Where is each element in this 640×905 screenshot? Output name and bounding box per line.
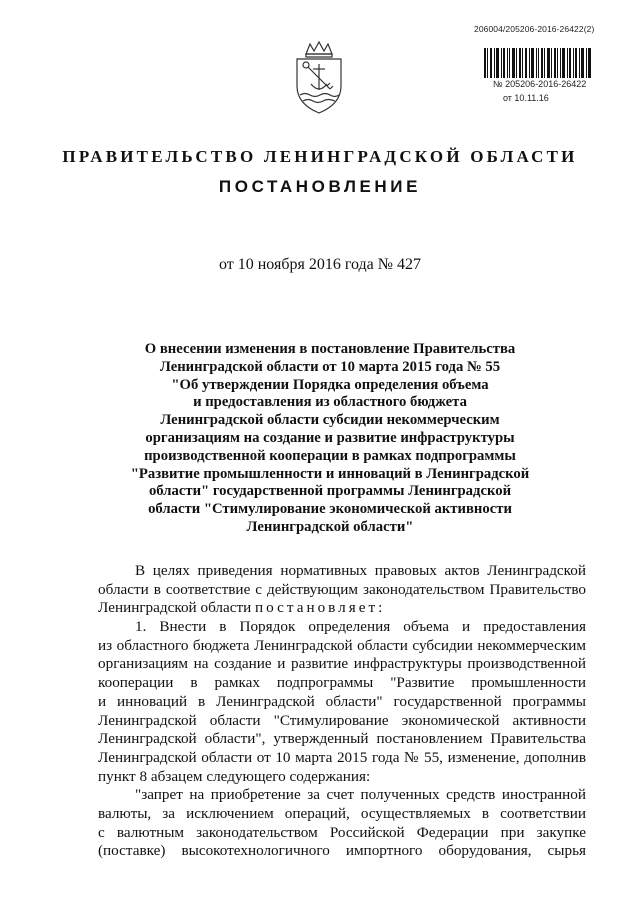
subject-line: О внесении изменения в постановление Правительства	[144, 341, 516, 357]
body-line: В целях приведения нормативных правовых актов Ленинградской	[135, 562, 586, 579]
body-line: с валютным законодательством Российской Федерации при закупке	[98, 823, 586, 841]
subject-line: "Развитие промышленности и инноваций в Ленинградской	[130, 465, 530, 482]
body-line: области в соответствие с действующим законодательством Правительство	[98, 580, 586, 598]
body-line: пункт 8 абзацем следующего содержания:	[98, 767, 371, 785]
document-date-number: от 10 ноября 2016 года № 427	[218, 256, 422, 273]
subject-line: "Об утверждении Порядка определения объема	[171, 376, 489, 393]
body-line: Ленинградской области "Стимулирование экономической активности	[98, 711, 586, 729]
resolution-body	[98, 562, 586, 861]
document-type: ПОСТАНОВЛЕНИЕ	[218, 177, 422, 196]
body-line: (поставке) высокотехнологичного импортного оборудования, сырья	[98, 842, 586, 860]
subject-line: Ленинградской области субсидии некоммерческим	[160, 412, 500, 429]
body-line: и инноваций в Ленинградской области" государственной программы	[98, 692, 586, 710]
registration-number: № 205206-2016-26422	[493, 79, 587, 89]
body-line	[98, 599, 586, 618]
coat-of-arms-icon	[289, 40, 349, 116]
body-line: 1. Внести в Порядок определения объема и предоставления	[135, 618, 586, 636]
document-id: 206004/205206-2016-26422(2)	[474, 24, 595, 34]
body-line: Ленинградской области", утвержденный постановлением Правительства	[98, 730, 586, 748]
body-line: организациям на создание и развитие инфраструктуры производственной	[98, 655, 586, 673]
subject-line: организациям на создание и развитие инфраструктуры	[145, 429, 515, 446]
body-line: Ленинградской области от 10 марта 2015 года № 55, изменение, дополнив	[98, 748, 586, 766]
decree-keyword: постановляет:	[255, 599, 386, 617]
resolution-subject	[120, 341, 540, 537]
subject-line: Ленинградской области от 10 марта 2015 года № 55	[159, 358, 501, 375]
subject-line: области" государственной программы Ленинградской	[148, 483, 512, 500]
subject-line: производственной кооперации в рамках подпрограммы	[144, 447, 516, 464]
body-line: кооперации в рамках подпрограммы "Развитие промышленности	[98, 674, 586, 692]
body-line: валюты, за исключением операций, осуществляемых в соответствии	[98, 804, 586, 822]
subject-line: Ленинградской области"	[246, 518, 414, 535]
registration-date: от 10.11.16	[503, 93, 549, 103]
subject-line: области "Стимулирование экономической активности	[148, 501, 512, 518]
barcode	[484, 48, 591, 78]
body-line: из областного бюджета Ленинградской области субсидии некоммерческим	[98, 636, 586, 654]
government-title: ПРАВИТЕЛЬСТВО ЛЕНИНГРАДСКОЙ ОБЛАСТИ	[62, 147, 578, 166]
body-text: Ленинградской области	[98, 599, 252, 617]
subject-line: и предоставления из областного бюджета	[193, 394, 467, 411]
body-line: "запрет на приобретение за счет полученных средств иностранной	[135, 786, 586, 804]
